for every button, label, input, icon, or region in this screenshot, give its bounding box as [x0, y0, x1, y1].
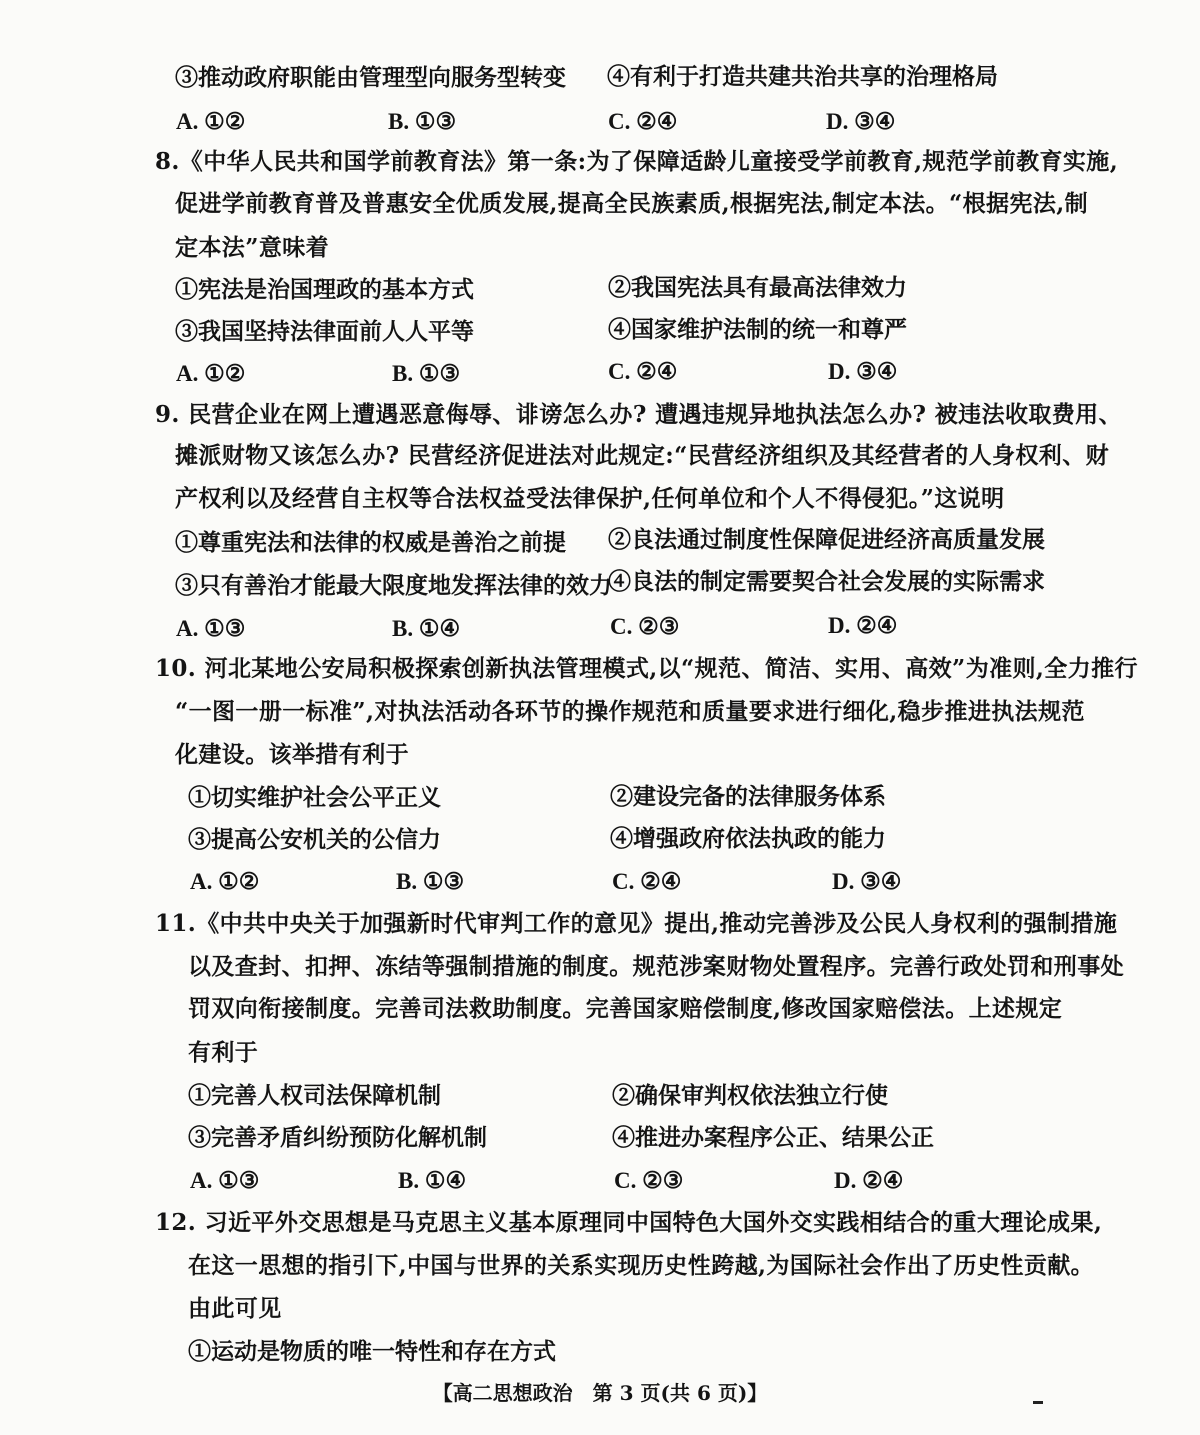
q10-choice-b: B. ①③ [396, 869, 465, 894]
q10-option-3: ③提高公安机关的公信力 [188, 826, 441, 853]
q10-stem-line-2: “一图一册一标准”,对执法活动各环节的操作规范和质量要求进行细化,稳步推进执法规范 [175, 698, 1085, 725]
q8-option-2: ②我国宪法具有最高法律效力 [608, 274, 907, 301]
q9-option-1: ①尊重宪法和法律的权威是善治之前提 [175, 529, 566, 556]
q12-stem-line-1: 12. 习近平外交思想是马克思主义基本原理同中国特色大国外交实践相结合的重大理论成果, [155, 1209, 1103, 1236]
q11-choice-c: C. ②③ [614, 1168, 684, 1193]
page-footer: 【高二思想政治 第 3 页(共 6 页)】 [432, 1381, 768, 1405]
q7-choice-b: B. ①③ [388, 109, 457, 134]
q7-choice-a: A. ①② [176, 109, 246, 134]
q9-option-2: ②良法通过制度性保障促进经济高质量发展 [608, 526, 1045, 553]
q9-choice-d: D. ②④ [828, 613, 898, 638]
q11-stem-line-1: 11.《中共中央关于加强新时代审判工作的意见》提出,推动完善涉及公民人身权利的强制措施 [155, 910, 1118, 937]
q8-choice-c: C. ②④ [608, 359, 678, 384]
q9-stem-line-2: 摊派财物又该怎么办? 民营经济促进法对此规定:“民营经济组织及其经营者的人身权利、财 [175, 442, 1110, 469]
q11-option-2: ②确保审判权依法独立行使 [612, 1082, 888, 1109]
q7-choice-d: D. ③④ [826, 109, 896, 134]
q10-option-4: ④增强政府依法执政的能力 [610, 825, 886, 852]
q11-option-1: ①完善人权司法保障机制 [188, 1082, 441, 1109]
q10-choice-d: D. ③④ [832, 869, 902, 894]
q12-stem-line-3: 由此可见 [188, 1295, 282, 1322]
q10-choice-a: A. ①② [190, 869, 260, 894]
q11-stem-line-4: 有利于 [188, 1039, 259, 1066]
q8-stem-line-2: 促进学前教育普及普惠安全优质发展,提高全民族素质,根据宪法,制定本法。“根据宪法,制 [175, 190, 1089, 217]
q8-choice-d: D. ③④ [828, 359, 898, 384]
q11-choice-a: A. ①③ [190, 1168, 260, 1193]
q10-option-1: ①切实维护社会公平正义 [188, 784, 441, 811]
q7-choice-c: C. ②④ [608, 109, 678, 134]
q8-choice-b: B. ①③ [392, 361, 461, 386]
q9-choice-a: A. ①③ [176, 616, 246, 641]
q11-option-3: ③完善矛盾纠纷预防化解机制 [188, 1124, 487, 1151]
q9-option-3: ③只有善治才能最大限度地发挥法律的效力 [175, 572, 612, 599]
q11-choice-b: B. ①④ [398, 1168, 467, 1193]
page-corner-mark [1033, 1401, 1043, 1404]
q8-choice-a: A. ①② [176, 361, 246, 386]
q9-stem-line-3: 产权利以及经营自主权等合法权益受法律保护,任何单位和个人不得侵犯。”这说明 [175, 485, 1005, 512]
q8-option-3: ③我国坚持法律面前人人平等 [175, 318, 474, 345]
q8-stem-line-3: 定本法”意味着 [175, 234, 330, 261]
q10-choice-c: C. ②④ [612, 869, 682, 894]
q8-stem-line-1: 8.《中华人民共和国学前教育法》第一条:为了保障适龄儿童接受学前教育,规范学前教育实施, [155, 148, 1119, 175]
q10-option-2: ②建设完备的法律服务体系 [610, 783, 886, 810]
q12-option-1: ①运动是物质的唯一特性和存在方式 [188, 1338, 556, 1365]
q8-option-4: ④国家维护法制的统一和尊严 [608, 316, 907, 343]
q11-stem-line-3: 罚双向衔接制度。完善司法救助制度。完善国家赔偿制度,修改国家赔偿法。上述规定 [188, 995, 1063, 1022]
q12-stem-line-2: 在这一思想的指引下,中国与世界的关系实现历史性跨越,为国际社会作出了历史性贡献。 [188, 1252, 1095, 1279]
q11-choice-d: D. ②④ [834, 1168, 904, 1193]
q11-option-4: ④推进办案程序公正、结果公正 [612, 1124, 934, 1151]
q9-option-4: ④良法的制定需要契合社会发展的实际需求 [608, 568, 1045, 595]
q9-choice-c: C. ②③ [610, 614, 680, 639]
q8-option-1: ①宪法是治国理政的基本方式 [175, 276, 474, 303]
q10-stem-line-3: 化建设。该举措有利于 [175, 741, 409, 768]
q11-stem-line-2: 以及查封、扣押、冻结等强制措施的制度。规范涉案财物处置程序。完善行政处罚和刑事处 [188, 953, 1124, 980]
q7-option-3: ③推动政府职能由管理型向服务型转变 [175, 64, 566, 91]
q10-stem-line-1: 10. 河北某地公安局积极探索创新执法管理模式,以“规范、简洁、实用、高效”为准则,全力推行 [155, 655, 1138, 682]
q9-stem-line-1: 9. 民营企业在网上遭遇恶意侮辱、诽谤怎么办? 遭遇违规异地执法怎么办? 被违法收取费用、 [155, 401, 1122, 428]
q9-choice-b: B. ①④ [392, 616, 461, 641]
q7-option-4: ④有利于打造共建共治共享的治理格局 [607, 63, 998, 90]
